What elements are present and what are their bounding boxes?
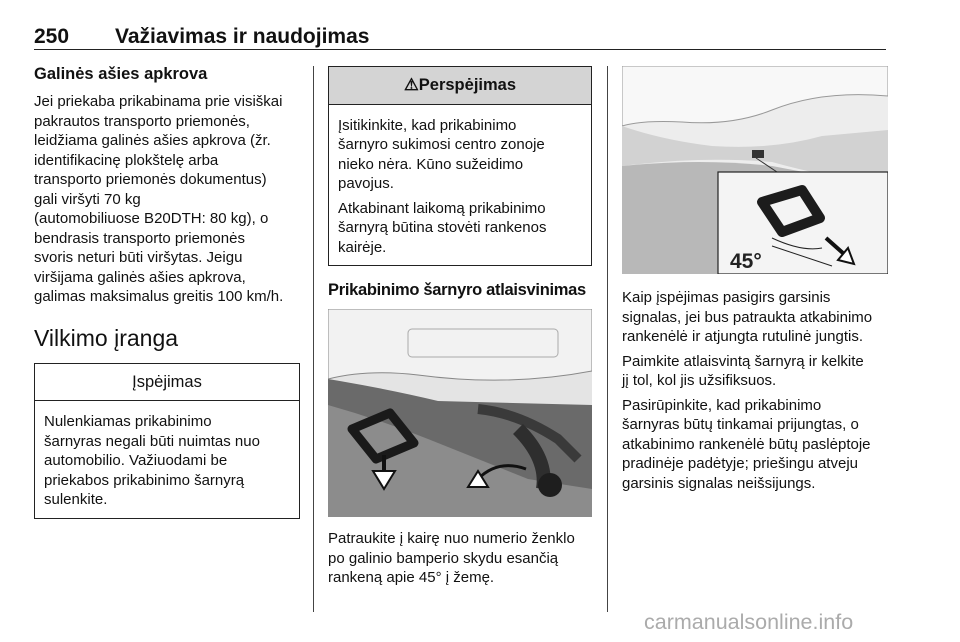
col3-para-3: Pasirūpinkite, kad prikabinimo šarnyras būtų tinkamai prijungtas, o atkabinimo rankenėlė būtų paslėptoje pradinėje padėtyje; priešingu atveju garsinis signalas neišsijungs. <box>622 396 871 492</box>
warning-text-1: Įsitikinkite, kad prikabinimo šarnyro sukimosi centro zonoje nieko nėra. Kūno sužeidimo pavojus. <box>338 116 545 192</box>
page-header <box>34 22 886 52</box>
warning-header <box>329 67 591 105</box>
warning-box <box>328 66 592 266</box>
page-number: 250 <box>34 25 70 48</box>
warning-triangle-icon: ⚠ <box>403 76 419 94</box>
column-1 <box>34 62 300 519</box>
release-caption: Patraukite į kairę nuo numerio ženklo po galinio bamperio skydu esančią rankeną apie 45° į žemę. <box>328 530 575 586</box>
rear-bumper-illustration <box>622 66 888 274</box>
column-divider-1 <box>313 66 314 612</box>
rear-bumper-drawing <box>622 66 888 274</box>
col3-para-1: Kaip įspėjimas pasigirs garsinis signalas, jei bus patraukta atkabinimo rankenėlė ir atjungta rutulinė jungtis. <box>622 289 873 345</box>
notice-title: Įspėjimas <box>35 364 299 402</box>
watermark: carmanualsonline.info <box>644 610 854 634</box>
angle-label: 45° <box>730 250 762 273</box>
release-handle-drawing <box>328 309 592 517</box>
column-3 <box>622 66 888 498</box>
header-rule <box>34 49 886 50</box>
column-2 <box>328 66 592 593</box>
warning-text-2: Atkabinant laikomą prikabinimo šarnyrą būtina stovėti rankenos kairėje. <box>338 199 547 256</box>
section-heading-rear-axle: Galinės ašies apkrova <box>34 65 208 83</box>
col3-para-2: Paimkite atlaisvintą šarnyrą ir kelkite jį tol, kol jis užsifiksuos. <box>622 352 864 389</box>
notice-box <box>34 363 300 519</box>
notice-text: Nulenkiamas prikabinimo šarnyras negali būti nuimtas nuo automobilio. Važiuodami be priekabos prikabinimo šarnyrą sulenkite. <box>44 413 260 508</box>
rear-axle-text: Jei priekaba prikabinama prie visiškai pakrautos transporto priemonės, leidžiama galinės ašies apkrova (žr. identifikacinę plokštelę arba transporto priemonės dokumentus) gali viršyti 70 kg (automobiliuose B20DTH: 80 kg), o bendrasis transporto priemonės svoris neturi būti viršytas. Jeigu viršijama galinės ašies apkrova, galimas maksimalus greitis 100 km/h. <box>34 93 284 305</box>
chapter-heading-towing: Vilkimo įranga <box>34 324 179 351</box>
notice-body <box>35 401 299 518</box>
column-divider-2 <box>607 66 608 612</box>
release-handle-illustration <box>328 309 592 517</box>
warning-title: Perspėjimas <box>418 76 517 94</box>
chapter-title: Važiavimas ir naudojimas <box>115 25 370 48</box>
section-heading-release: Prikabinimo šarnyro atlaisvinimas <box>328 281 586 299</box>
